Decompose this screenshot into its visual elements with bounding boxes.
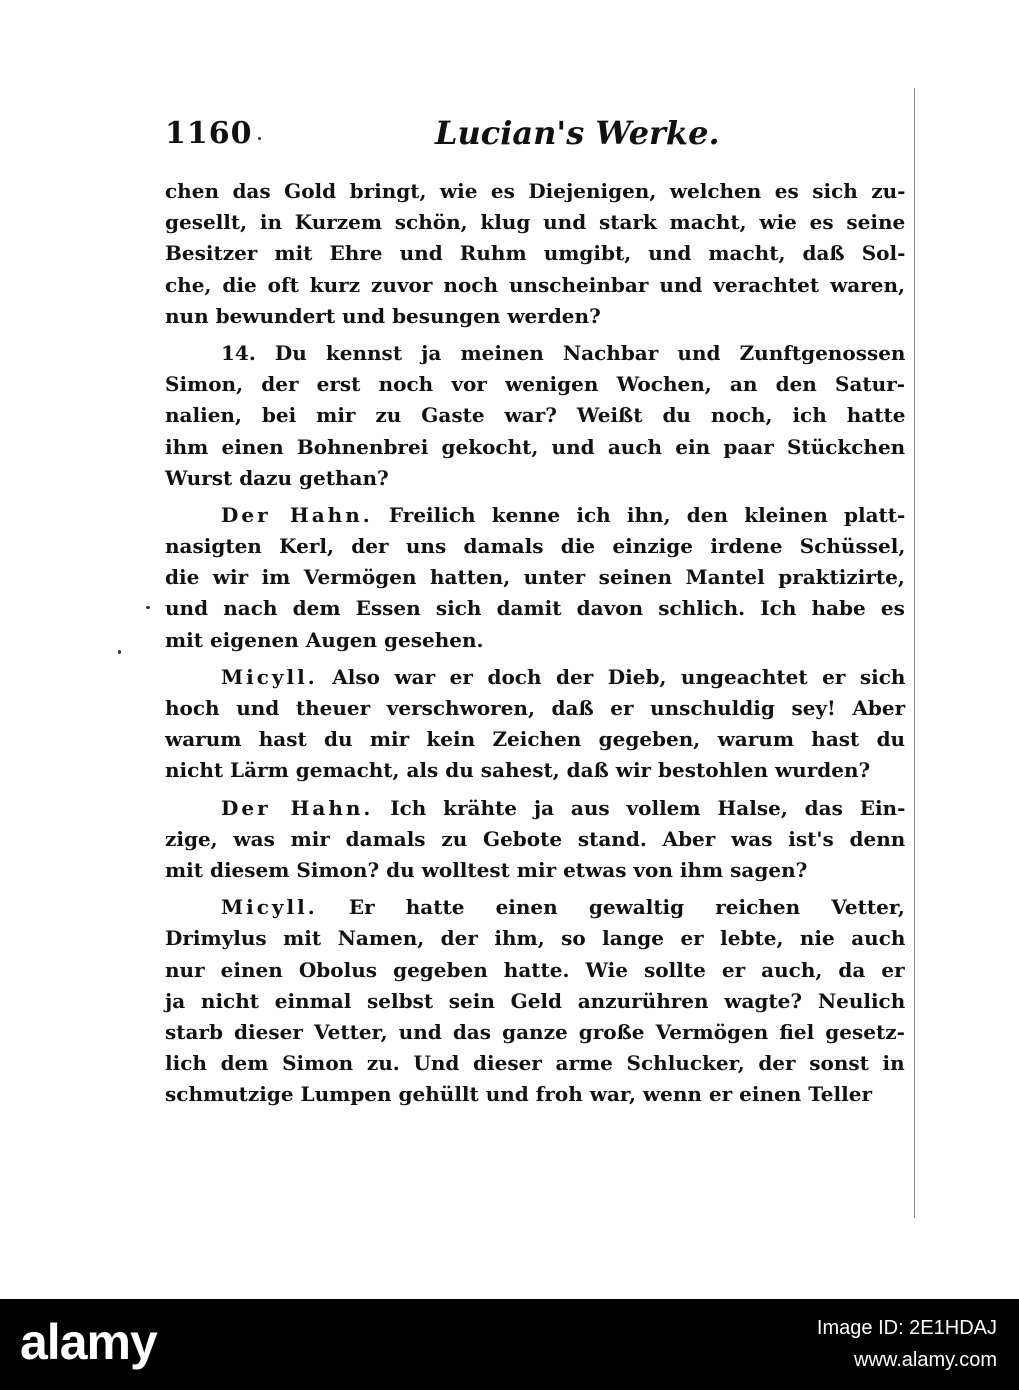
text-line: starb dieser Vetter, und das ganze große Vermögen fiel gesetz-	[165, 1019, 905, 1044]
text-line: nicht Lärm gemacht, als du sahest, daß wir bestohlen wurden?	[165, 758, 871, 783]
text-line: nasigten Kerl, der uns damals die einzige irdene Schüssel,	[165, 534, 906, 559]
text-line: chen das Gold bringt, wie es Diejenigen, welchen es sich zu-	[165, 179, 906, 203]
text-line: lich dem Simon zu. Und dieser arme Schlucker, der sonst in	[165, 1051, 905, 1076]
text-line: hoch und theuer verschworen, daß er unschuldig sey! Aber	[165, 696, 906, 720]
image-id: Image ID: 2E1HDAJ	[816, 1317, 997, 1339]
stock-url: www.alamy.com	[854, 1349, 997, 1371]
ink-speck	[118, 650, 121, 654]
paragraph-1	[165, 176, 905, 332]
running-title: Lucian's Werke.	[435, 114, 720, 152]
text-line: ja nicht einmal selbst sein Geld anzurühren wagte? Neulich	[165, 988, 906, 1013]
text-line	[165, 892, 905, 923]
text-line: die wir im Vermögen hatten, unter seinen Mantel praktizirte,	[165, 565, 905, 590]
text-line: gesellt, in Kurzem schön, klug und stark macht, wie es seine	[165, 210, 906, 235]
line-text: Freilich kenne ich ihn, den kleinen platt-	[372, 502, 906, 527]
page-edge-rule	[914, 88, 915, 1218]
speaker-name: Der Hahn.	[221, 502, 373, 527]
paragraph-2	[165, 338, 905, 494]
text-line: che, die oft kurz zuvor noch unscheinbar und verachtet waren,	[165, 272, 906, 297]
paragraph-3	[165, 500, 905, 656]
paragraph-5	[165, 793, 905, 887]
text-line: zige, was mir damals zu Gebote stand. Aber was ist's denn	[165, 826, 906, 851]
paragraph-4	[165, 662, 905, 787]
text-line: Besitzer mit Ehre und Ruhm umgibt, und macht, daß Sol-	[165, 241, 906, 266]
text-line: schmutzige Lumpen gehüllt und froh war, wenn er einen Teller	[165, 1082, 872, 1107]
text-line: nun bewundert und besungen werden?	[165, 303, 601, 328]
text-line: und nach dem Essen sich damit davon schlich. Ich habe es	[165, 596, 905, 621]
body-text	[165, 176, 905, 1110]
text-line: warum hast du mir kein Zeichen gegeben, warum hast du	[165, 727, 906, 752]
speaker-name: Micyll.	[221, 664, 318, 689]
ink-speck	[146, 606, 150, 609]
stock-watermark-bar	[0, 1299, 1019, 1390]
text-line	[165, 662, 905, 693]
text-line: 14. Du kennst ja meinen Nachbar und Zunftgenossen	[221, 340, 906, 365]
text-line	[165, 793, 905, 824]
text-line: Drimylus mit Namen, der ihm, so lange er lebte, nie auch	[165, 926, 906, 951]
text-line: ihm einen Bohnenbrei gekocht, und auch ein paar Stückchen	[165, 434, 906, 459]
text-line: mit eigenen Augen gesehen.	[165, 627, 484, 652]
text-line: nalien, bei mir zu Gaste war? Weißt du noch, ich hatte	[165, 403, 906, 428]
line-text: Er hatte einen gewaltig reichen Vetter,	[317, 895, 905, 920]
page-header	[165, 110, 905, 160]
speaker-name: Der Hahn.	[221, 795, 374, 820]
line-text: Also war er doch der Dieb, ungeachtet er sich	[317, 664, 906, 689]
speaker-name: Micyll.	[221, 895, 318, 920]
text-line: Simon, der erst noch vor wenigen Wochen, an den Satur-	[165, 372, 906, 397]
text-line: nur einen Obolus gegeben hatte. Wie sollte er auch, da er	[165, 957, 905, 982]
paragraph-6	[165, 892, 905, 1110]
text-line: mit diesem Simon? du wolltest mir etwas von ihm sagen?	[165, 857, 808, 882]
line-text: Ich krähte ja aus vollem Halse, das Ein-	[373, 795, 906, 820]
page-number: 1160	[165, 116, 253, 151]
text-line: Wurst dazu gethan?	[165, 465, 389, 490]
text-line	[165, 500, 905, 531]
stock-logo: alamy	[20, 1314, 157, 1370]
